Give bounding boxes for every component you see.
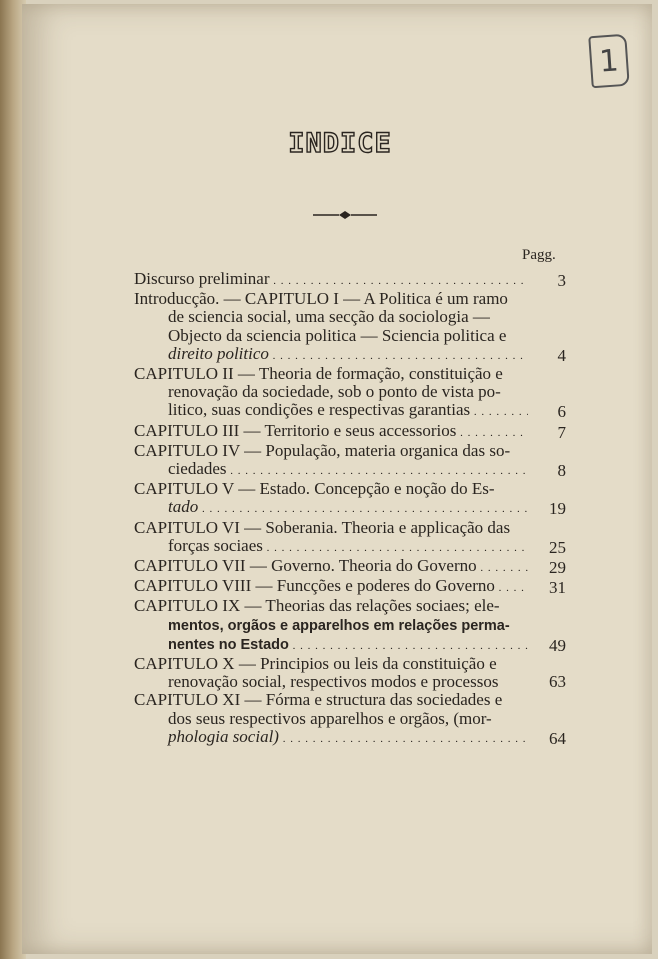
toc-entry (134, 655, 566, 691)
toc-line: renovação social, respectivos modos e processos (168, 673, 499, 692)
toc-line: dos seus respectivos apparelhos e orgãos, (mor- (168, 709, 492, 728)
toc-page-number: 63 (549, 672, 566, 692)
toc-line: CAPITULO VI — Soberania. Theoria e applicação das (134, 518, 511, 537)
toc-page-number: 31 (549, 578, 566, 598)
toc-page-number: 3 (557, 271, 566, 290)
toc-entry (134, 557, 566, 577)
toc-line: CAPITULO III — Territorio e seus accessorios . . . (134, 422, 528, 442)
toc-line: Introducção. — CAPITULO I — A Politica é um ramo (134, 290, 508, 309)
toc-page-number: 8 (557, 461, 566, 481)
toc-line: CAPITULO II — Theoria de formação, constituição e (134, 365, 503, 384)
toc-line: de sciencia social, uma secção da sociologia — (168, 308, 490, 327)
toc-entry (134, 480, 566, 518)
toc-line: CAPITULO IV — População, materia organica das so- (134, 441, 511, 460)
toc-line: CAPITULO XI — Fórma e structura das sociedades e (134, 691, 503, 710)
toc-entry (134, 691, 566, 748)
toc-page-number: 25 (549, 537, 566, 557)
toc-entry (134, 442, 566, 480)
toc-page-number: 64 (549, 728, 566, 748)
toc-line: CAPITULO VII — Governo. Theoria do Governo . . . (134, 557, 528, 577)
toc-line: tado . . . (134, 498, 528, 518)
toc-page-number: 29 (549, 558, 566, 578)
toc-line: CAPITULO X — Principios ou leis da constituição e (134, 655, 497, 674)
toc-line: renovação da sociedade, sob o ponto de vista po- (168, 383, 501, 402)
toc-entry (134, 270, 566, 290)
toc-page-number: 7 (557, 422, 566, 442)
toc-entry (134, 365, 566, 422)
toc-line: litico, suas condições e respectivas garantias . . . (134, 401, 528, 421)
toc-line: forças sociaes . . . (134, 537, 528, 557)
toc-entry (134, 290, 566, 365)
toc-entry (134, 577, 566, 597)
toc-line: ciedades . . . (134, 460, 528, 480)
toc-page-number: 6 (557, 402, 566, 422)
toc-page-number: 19 (549, 499, 566, 519)
toc-entry (134, 597, 566, 655)
toc-page-number: 49 (549, 635, 566, 655)
toc-page-number: 4 (557, 345, 566, 365)
page-title: INDICE (288, 128, 392, 159)
toc-line: nentes no Estado . . . (134, 635, 528, 655)
toc-line: mentos, orgãos e apparelhos em relações perma- (168, 617, 510, 634)
toc-line: CAPITULO V — Estado. Concepção e noção do Es- (134, 480, 495, 499)
toc-entry (134, 422, 566, 442)
toc-line: direito politico . . . (134, 345, 528, 365)
pages-column-label: Pagg. (522, 247, 556, 263)
page-marker-text: 1 (598, 42, 620, 80)
toc-line: phologia social) . . . (134, 728, 528, 748)
ornament-divider-icon (313, 208, 377, 222)
table-of-contents (134, 270, 566, 748)
toc-entry (134, 519, 566, 557)
toc-line: Objecto da sciencia politica — Sciencia politica e (168, 326, 507, 345)
page-number-annotation (588, 34, 630, 89)
toc-line: CAPITULO VIII — Funcções e poderes do Governo . . . (134, 577, 528, 597)
toc-line: CAPITULO IX — Theorias das relações sociaes; ele- (134, 597, 500, 616)
toc-line: Discurso preliminar . . . (134, 270, 528, 290)
